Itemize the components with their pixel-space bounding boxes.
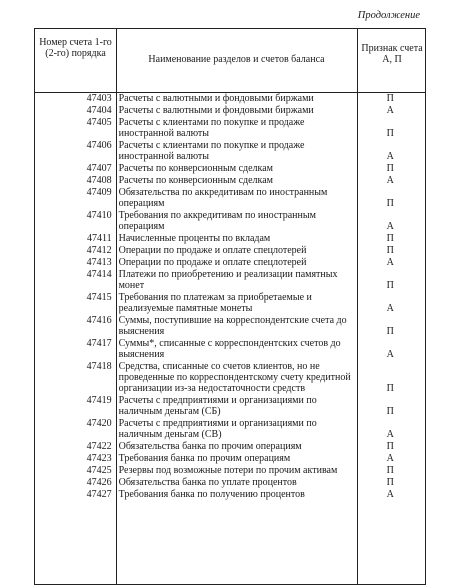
account-sign: П — [386, 326, 394, 337]
table-row — [35, 256, 425, 268]
account-name: Требования банка по получению процентов — [118, 489, 305, 500]
account-sign-cell — [355, 476, 425, 488]
account-number: 47427 — [86, 489, 112, 500]
account-name: Расчеты с клиентами по покупке и продаже иностранной валюты — [118, 117, 305, 139]
account-sign-cell — [355, 92, 425, 104]
account-sign: П — [386, 198, 394, 209]
account-sign: П — [386, 465, 394, 476]
account-number: 47407 — [86, 163, 112, 174]
account-name: Расчеты с валютными и фондовыми биржами — [118, 93, 314, 104]
account-name: Обязательства по аккредитивам по иностранным операциям — [118, 187, 328, 209]
account-sign-cell — [355, 464, 425, 476]
account-name: Обязательства банка по прочим операциям — [118, 441, 302, 452]
account-sign-cell — [355, 209, 425, 232]
account-sign: А — [386, 453, 394, 464]
account-sign-cell — [355, 440, 425, 452]
table-row — [35, 360, 425, 394]
account-number: 47404 — [86, 105, 112, 116]
account-name: Операции по продаже и оплате спецлотерей — [118, 245, 307, 256]
account-name: Обязательства банка по уплате процентов — [118, 477, 297, 488]
account-number: 47420 — [86, 418, 112, 429]
table-row — [35, 244, 425, 256]
account-name: Суммы*, списанные с корреспондентских счетов до выяснения — [118, 338, 341, 360]
account-name: Требования по платежам за приобретаемые и реализуемые памятные монеты — [118, 292, 312, 314]
account-name: Средства, списанные со счетов клиентов, но не проведенные по корреспондентскому счету кредитной организации из-за недостаточности средств — [118, 361, 351, 394]
account-sign: А — [386, 221, 394, 232]
table-body — [35, 92, 425, 500]
account-sign-cell — [355, 186, 425, 209]
continuation-label: Продолжение — [357, 10, 420, 21]
account-sign-cell — [355, 162, 425, 174]
table-row — [35, 186, 425, 209]
table-row — [35, 314, 425, 337]
accounts-table — [34, 28, 426, 585]
account-sign-cell — [355, 116, 425, 139]
account-sign: А — [386, 105, 394, 116]
account-sign-cell — [355, 337, 425, 360]
table-header — [35, 29, 425, 93]
account-name: Резервы под возможные потери по прочим активам — [118, 465, 338, 476]
table-row — [35, 116, 425, 139]
account-name: Требования банка по прочим операциям — [118, 453, 291, 464]
table-row — [35, 417, 425, 440]
table-row — [35, 232, 425, 244]
table-row — [35, 440, 425, 452]
table-row — [35, 174, 425, 186]
account-sign-cell — [355, 452, 425, 464]
account-number: 47422 — [86, 441, 112, 452]
account-sign: А — [386, 489, 394, 500]
account-number: 47413 — [86, 257, 112, 268]
account-name: Начисленные проценты по вкладам — [118, 233, 271, 244]
account-sign: П — [386, 441, 394, 452]
account-number: 47425 — [86, 465, 112, 476]
table-row — [35, 394, 425, 417]
account-sign-cell — [355, 488, 425, 500]
account-number: 47417 — [86, 338, 112, 349]
account-number: 47414 — [86, 269, 112, 280]
account-number: 47418 — [86, 361, 112, 372]
account-name: Суммы, поступившие на корреспондентские счета до выяснения — [118, 315, 347, 337]
account-name: Расчеты с валютными и фондовыми биржами — [118, 105, 314, 116]
account-sign: П — [386, 383, 394, 394]
account-sign-cell — [355, 232, 425, 244]
account-sign-cell — [355, 244, 425, 256]
account-name: Расчеты с предприятиями и организациями по наличным деньгам (СВ) — [118, 418, 317, 440]
table-row — [35, 162, 425, 174]
table-row — [35, 268, 425, 291]
table-row — [35, 291, 425, 314]
account-name: Платежи по приобретению и реализации памятных монет — [118, 269, 338, 291]
table-row — [35, 464, 425, 476]
account-sign-cell — [355, 314, 425, 337]
account-sign: А — [386, 303, 394, 314]
account-number: 47406 — [86, 140, 112, 151]
account-number: 47411 — [86, 233, 112, 244]
account-sign: П — [386, 233, 394, 244]
account-sign: А — [386, 175, 394, 186]
account-name: Операции по продаже и оплате спецлотерей — [118, 257, 307, 268]
table-row — [35, 476, 425, 488]
account-sign: А — [386, 429, 394, 440]
account-number: 47403 — [86, 93, 112, 104]
account-number: 47416 — [86, 315, 112, 326]
account-sign-cell — [355, 256, 425, 268]
account-sign: П — [386, 128, 394, 139]
account-number: 47419 — [86, 395, 112, 406]
account-sign-cell — [355, 291, 425, 314]
account-name: Расчеты по конверсионным сделкам — [118, 163, 274, 174]
account-name: Расчеты по конверсионным сделкам — [118, 175, 274, 186]
account-sign-cell — [355, 417, 425, 440]
table-row — [35, 452, 425, 464]
account-sign-cell — [355, 394, 425, 417]
account-number: 47423 — [86, 453, 112, 464]
account-sign: А — [386, 151, 394, 162]
account-number: 47405 — [86, 117, 112, 128]
account-sign: П — [386, 163, 394, 174]
table-row — [35, 139, 425, 162]
account-number: 47415 — [86, 292, 112, 303]
account-sign: А — [386, 257, 394, 268]
table-row — [35, 337, 425, 360]
account-sign-cell — [355, 174, 425, 186]
account-number: 47426 — [86, 477, 112, 488]
table-row — [35, 92, 425, 104]
account-sign: П — [386, 477, 394, 488]
table-row — [35, 488, 425, 500]
table-row — [35, 209, 425, 232]
account-number: 47409 — [86, 187, 112, 198]
account-sign: П — [386, 93, 394, 104]
account-number: 47410 — [86, 210, 112, 221]
account-sign-cell — [355, 360, 425, 394]
header-name: Наименование разделов и счетов баланса — [148, 54, 325, 65]
account-name: Требования по аккредитивам по иностранным операциям — [118, 210, 316, 232]
table-row — [35, 104, 425, 116]
header-sign: Признак счета А, П — [361, 43, 423, 65]
account-sign-cell — [355, 268, 425, 291]
account-sign: П — [386, 245, 394, 256]
account-name: Расчеты с клиентами по покупке и продаже иностранной валюты — [118, 140, 305, 162]
account-sign-cell — [355, 104, 425, 116]
account-number: 47412 — [86, 245, 112, 256]
account-sign: П — [386, 280, 394, 291]
account-sign-cell — [355, 139, 425, 162]
account-number: 47408 — [86, 175, 112, 186]
header-number: Номер счета 1-го (2-го) порядка — [39, 37, 112, 59]
account-name: Расчеты с предприятиями и организациями по наличным деньгам (СБ) — [118, 395, 317, 417]
account-sign: А — [386, 349, 394, 360]
account-sign: П — [386, 406, 394, 417]
